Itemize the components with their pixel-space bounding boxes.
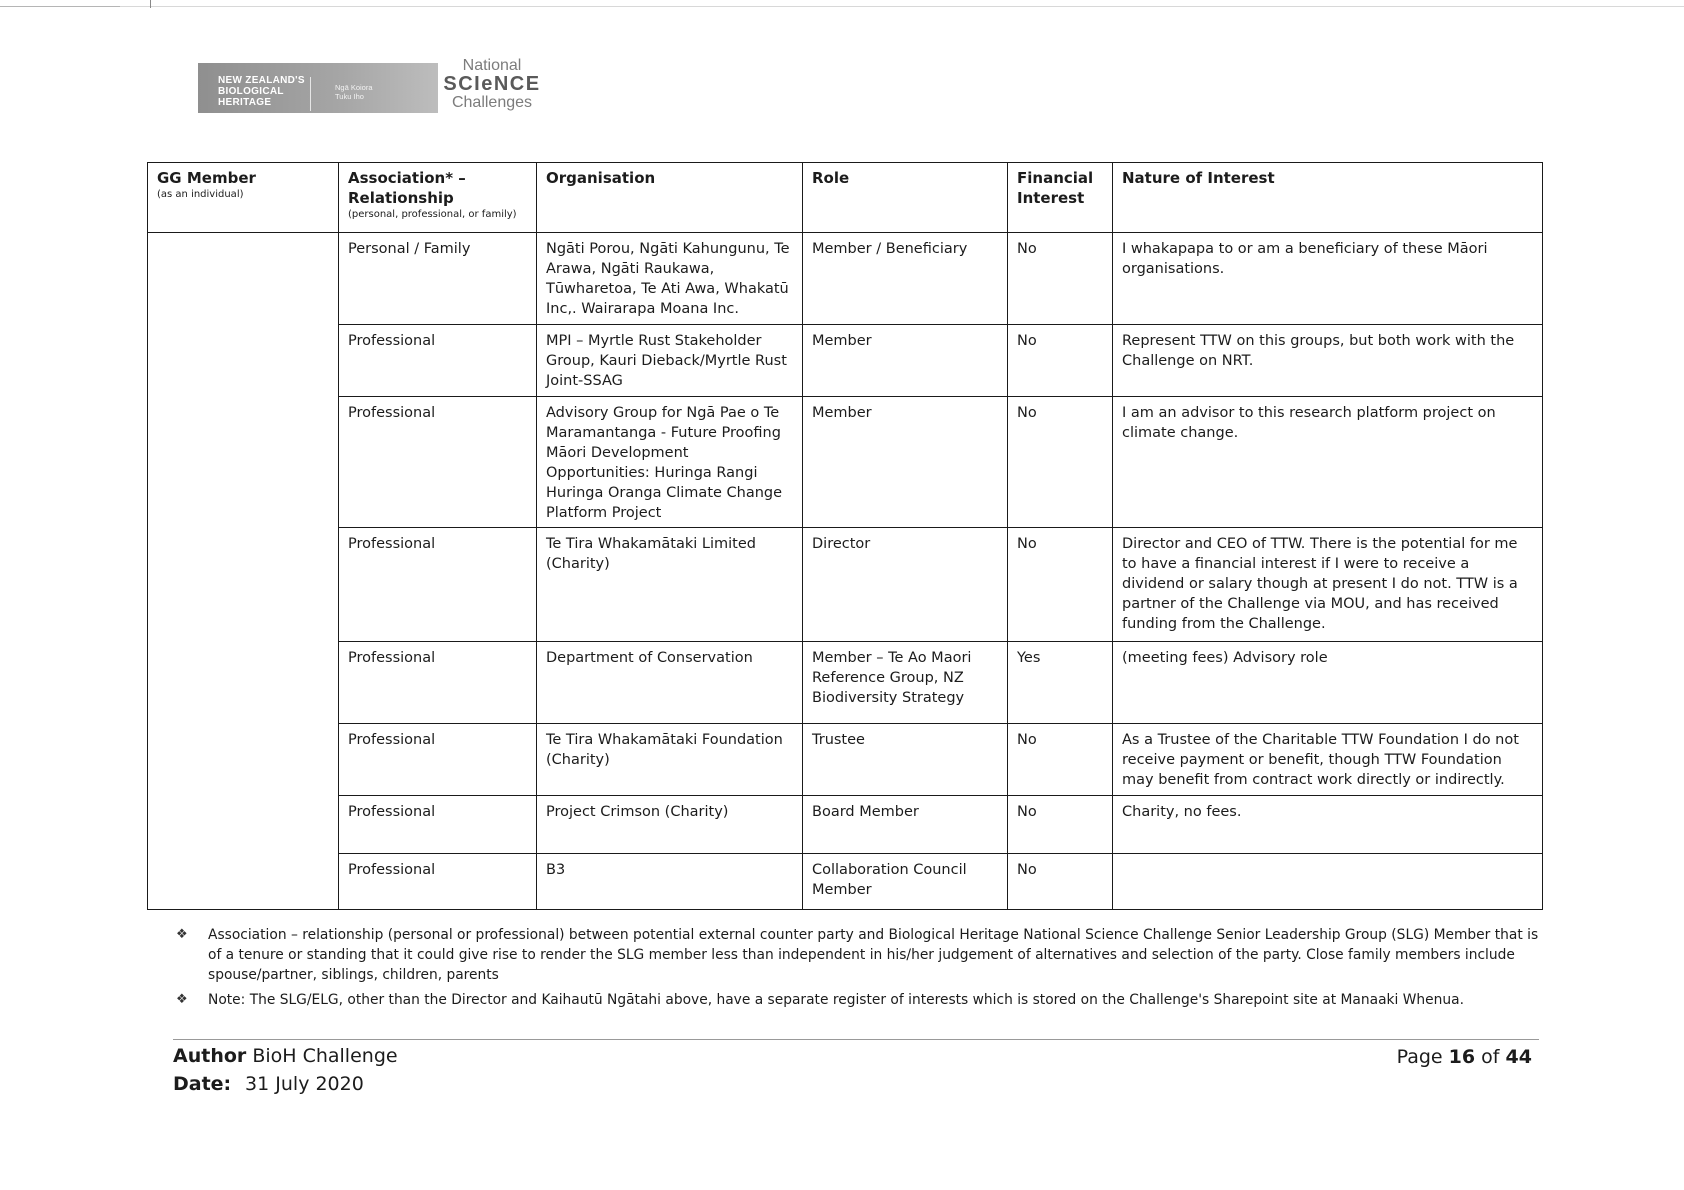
nature-cell: Director and CEO of TTW. There is the potential for me to have a financial interest if I were to receive a dividend or salary though at present I do not. TTW is a partner of the Challenge via MOU, and has received funding from the Challenge. xyxy=(1113,528,1543,642)
association-cell: Professional xyxy=(339,397,537,528)
table-row xyxy=(148,528,1543,642)
financial-cell: No xyxy=(1008,724,1113,796)
header-member xyxy=(148,163,339,233)
page-number xyxy=(1397,1046,1532,1068)
table-row xyxy=(148,325,1543,397)
footnotes xyxy=(176,925,1546,1015)
organisation-cell: Ngāti Porou, Ngāti Kahungunu, Te Arawa, Ngāti Raukawa, Tūwharetoa, Te Ati Awa, Whakatū Inc,. Wairarapa Moana Inc. xyxy=(537,233,803,325)
financial-cell: No xyxy=(1008,325,1113,397)
association-cell: Professional xyxy=(339,854,537,910)
author-label: Author xyxy=(173,1045,247,1067)
association-cell: Professional xyxy=(339,724,537,796)
role-cell: Director xyxy=(803,528,1008,642)
logo-title-line: NEW ZEALAND'S xyxy=(218,75,305,86)
nature-cell: (meeting fees) Advisory role xyxy=(1113,642,1543,724)
author-value: BioH Challenge xyxy=(252,1045,398,1067)
nature-cell: Charity, no fees. xyxy=(1113,796,1543,854)
footnote-text: Association – relationship (personal or professional) between potential external counter party and Biological Heritage National Science Challenge Senior Leadership Group (SLG) Member that is of a tenure or standing that it could give rise to render the SLG member less than independent in his/her judgement of alternatives and selection of the party. Close family members include spouse/partner, siblings, children, parents xyxy=(208,927,1539,983)
logo-maori-name xyxy=(335,83,373,101)
interests-register-table xyxy=(147,162,1543,910)
organisation-cell: B3 xyxy=(537,854,803,910)
logo-national: National xyxy=(462,57,522,74)
table-row xyxy=(148,796,1543,854)
organisation-cell: Te Tira Whakamātaki Limited (Charity) xyxy=(537,528,803,642)
header-organisation: Organisation xyxy=(537,163,803,233)
logo-title-line: HERITAGE xyxy=(218,97,272,108)
header-financial-interest: Financial Interest xyxy=(1008,163,1113,233)
organisation-cell: MPI – Myrtle Rust Stakeholder Group, Kauri Dieback/Myrtle Rust Joint-SSAG xyxy=(537,325,803,397)
logo-title xyxy=(218,75,305,108)
top-rule xyxy=(0,6,1684,7)
diamond-bullet-icon: ❖ xyxy=(176,927,188,942)
footnote-register xyxy=(176,990,1546,1010)
organisation-cell: Advisory Group for Ngā Pae o Te Maramantanga - Future Proofing Māori Development Opportunities: Huringa Rangi Huringa Oranga Climate Change Platform Project xyxy=(537,397,803,528)
logo-title-line: BIOLOGICAL xyxy=(218,86,284,97)
nature-cell: Represent TTW on this groups, but both work with the Challenge on NRT. xyxy=(1113,325,1543,397)
top-rule-dark xyxy=(0,6,120,7)
role-cell: Member – Te Ao Maori Reference Group, NZ Biodiversity Strategy xyxy=(803,642,1008,724)
nature-cell: I am an advisor to this research platform project on climate change. xyxy=(1113,397,1543,528)
financial-cell: Yes xyxy=(1008,642,1113,724)
role-cell: Collaboration Council Member xyxy=(803,854,1008,910)
footer-date xyxy=(173,1070,398,1098)
footnote-text: Note: The SLG/ELG, other than the Director and Kaihautū Ngātahi above, have a separate register of interests which is stored on the Challenge's Sharepoint site at Manaaki Whenua. xyxy=(208,992,1464,1008)
financial-cell: No xyxy=(1008,397,1113,528)
member-cell xyxy=(148,233,339,910)
role-cell: Member xyxy=(803,397,1008,528)
table-row xyxy=(148,724,1543,796)
footer-author xyxy=(173,1042,398,1070)
nature-cell: I whakapapa to or am a beneficiary of these Māori organisations. xyxy=(1113,233,1543,325)
organisation-cell: Project Crimson (Charity) xyxy=(537,796,803,854)
table-row xyxy=(148,854,1543,910)
header-nature-of-interest: Nature of Interest xyxy=(1113,163,1543,233)
role-cell: Trustee xyxy=(803,724,1008,796)
header-association-label: Association* – Relationship xyxy=(348,169,466,207)
financial-cell: No xyxy=(1008,233,1113,325)
nature-cell: As a Trustee of the Charitable TTW Foundation I do not receive payment or benefit, though TTW Foundation may benefit from contract work directly or indirectly. xyxy=(1113,724,1543,796)
date-label: Date: xyxy=(173,1073,232,1095)
national-science-challenges-logo xyxy=(442,57,542,111)
footer-rule xyxy=(173,1039,1539,1040)
diamond-bullet-icon: ❖ xyxy=(176,992,188,1007)
date-value: 31 July 2020 xyxy=(245,1073,364,1095)
association-cell: Personal / Family xyxy=(339,233,537,325)
logo-maori-line: Tuku Iho xyxy=(335,92,364,101)
page-total: 44 xyxy=(1505,1046,1532,1068)
header-association-sub: (personal, professional, or family) xyxy=(348,209,517,220)
footnote-association xyxy=(176,925,1546,985)
page-prefix: Page xyxy=(1396,1046,1443,1068)
financial-cell: No xyxy=(1008,854,1113,910)
header-member-sub: (as an individual) xyxy=(157,189,244,200)
financial-cell: No xyxy=(1008,528,1113,642)
header-association xyxy=(339,163,537,233)
logo-banner xyxy=(198,63,438,113)
table-row xyxy=(148,233,1543,325)
table-row xyxy=(148,397,1543,528)
header-role: Role xyxy=(803,163,1008,233)
challenge-logo xyxy=(198,57,540,115)
association-cell: Professional xyxy=(339,642,537,724)
role-cell: Board Member xyxy=(803,796,1008,854)
financial-cell: No xyxy=(1008,796,1113,854)
page-current: 16 xyxy=(1448,1046,1476,1068)
logo-science: SCIeNCE xyxy=(443,73,541,95)
table-row xyxy=(148,642,1543,724)
logo-maori-line: Ngā Koiora xyxy=(335,83,373,92)
footer-meta xyxy=(173,1042,398,1098)
organisation-cell: Te Tira Whakamātaki Foundation (Charity) xyxy=(537,724,803,796)
top-tick xyxy=(150,0,151,8)
nature-cell xyxy=(1113,854,1543,910)
page-of: of xyxy=(1481,1046,1500,1068)
logo-challenges: Challenges xyxy=(451,94,533,111)
association-cell: Professional xyxy=(339,325,537,397)
table-header-row xyxy=(148,163,1543,233)
role-cell: Member xyxy=(803,325,1008,397)
association-cell: Professional xyxy=(339,796,537,854)
logo-divider xyxy=(310,77,311,111)
header-member-label: GG Member xyxy=(157,169,256,187)
organisation-cell: Department of Conservation xyxy=(537,642,803,724)
association-cell: Professional xyxy=(339,528,537,642)
role-cell: Member / Beneficiary xyxy=(803,233,1008,325)
